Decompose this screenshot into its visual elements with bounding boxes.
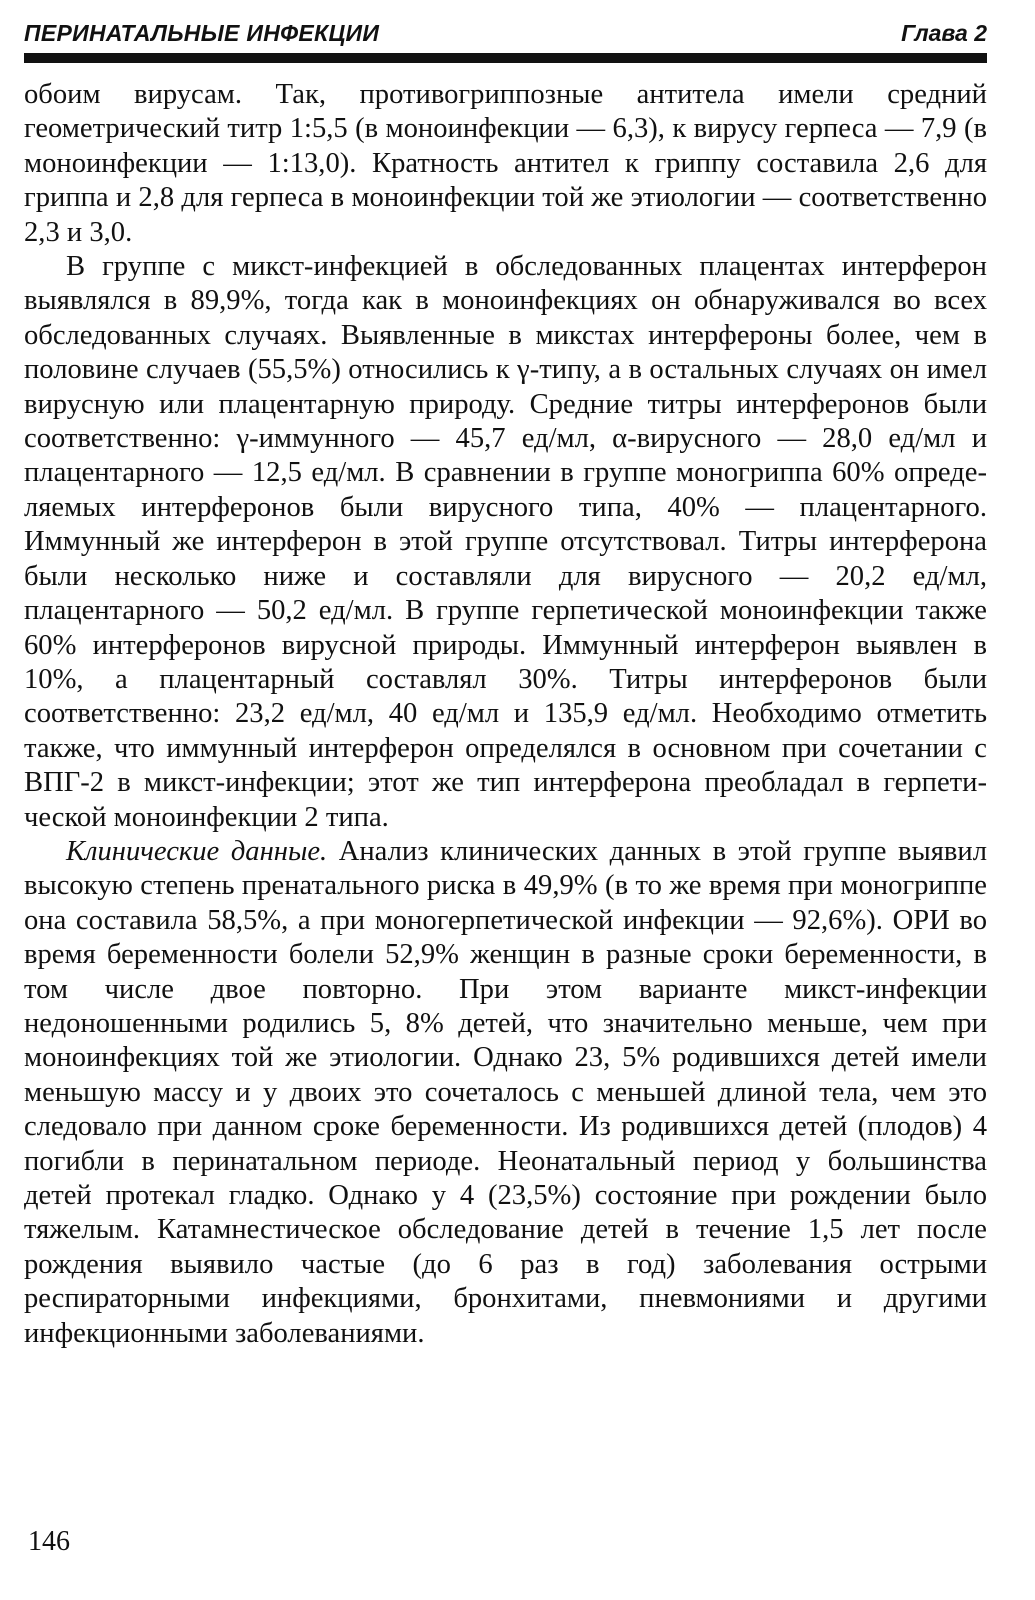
chapter-label: Глава 2 [901,20,987,46]
body-text [24,78,987,1351]
paragraph-1 [24,78,987,250]
section-lead: Клинические данные. [66,835,328,867]
paragraph-1-text: обоим вирусам. Так, противогриппозные антитела имели средний геометрический титр 1:5,5 (в моноинфекции — 6,3), к вирусу герпеса — 7,9 (в моноинфекции — 1:13,0). Кратность антител к гриппу составила 2,6 для гриппа и 2,8 для герпеса в моноинфекции той же этиологии — соответственно 2,3 и 3,0. [24,79,987,248]
paragraph-3-text: Анализ клинических данных в этой группе выявил высокую степень пренатального риска в 49,9% (в то же время при моногриппе она составила 58,5%, а при моногерпетической инфекции — 92,6%). ОРИ во время беременности болели 52,9% женщин в разные сроки беременности, в том числе двое повторно. При этом варианте микст-инфекции недоношенными родились 5, 8% детей, что значительно меньше, чем при моноинфекциях той же этиологии. Однако 23, 5% родившихся детей имели меньшую массу и у двоих это сочеталось с меньшей длиной тела, чем это следовало при данном сроке беременности. Из родившихся детей (плодов) 4 погибли в перинатальном периоде. Неонатальный период у большинства детей протекал гладко. Однако у 4 (23,5%) состояние при рождении было тяжелым. Катамнестическое обследование детей в течение 1,5 лет после рождения выявило частые (до 6 раз в год) заболевания острыми респираторными инфекциями, бронхитами, пневмониями и другими инфекционными заболеваниями. [24,835,987,1349]
running-title: ПЕРИНАТАЛЬНЫЕ ИНФЕКЦИИ [24,20,380,46]
header-rule [24,53,987,63]
paragraph-2-text: В группе с микст-инфекцией в обследованных плацентах интерферон выявлялся в 89,9%, тогда как в моноинфекциях он обнаруживался во всех обследованных случаях. Выявленные в микстах интерфероны более, чем в половине случаев (55,5%) относились к γ-типу, а в остальных случаях он имел вирусную или плацентарную природу. Средние титры интерферонов были соответственно: γ-иммунного — 45,7 ед/мл, α-вирусного — 28,0 ед/мл и плацентарного — 12,5 ед/мл. В сравнении в группе моногриппа 60% определяемых интерферонов были вирусного типа, 40% — плацентарного. Иммунный же интерферон в этой группе отсутствовал. Титры интерферона были несколько ниже и составляли для вирусного — 20,2 ед/мл, плацентарного — 50,2 ед/мл. В группе герпетической моноинфекции также 60% интерферонов вирусной природы. Иммунный интерферон выявлен в 10%, а плацентарный составлял 30%. Титры интерферонов были соответственно: 23,2 ед/мл, 40 ед/мл и 135,9 ед/мл. Необходимо отметить также, что иммунный интерферон определялся в основном при сочетании с ВПГ-2 в микст-инфекции; этот же тип интерферона преобладал в герпетической моноинфекции 2 типа. [24,251,987,833]
paragraph-2 [24,250,987,835]
paragraph-3 [24,835,987,1351]
page-number: 146 [28,1526,70,1557]
running-head [24,18,987,52]
